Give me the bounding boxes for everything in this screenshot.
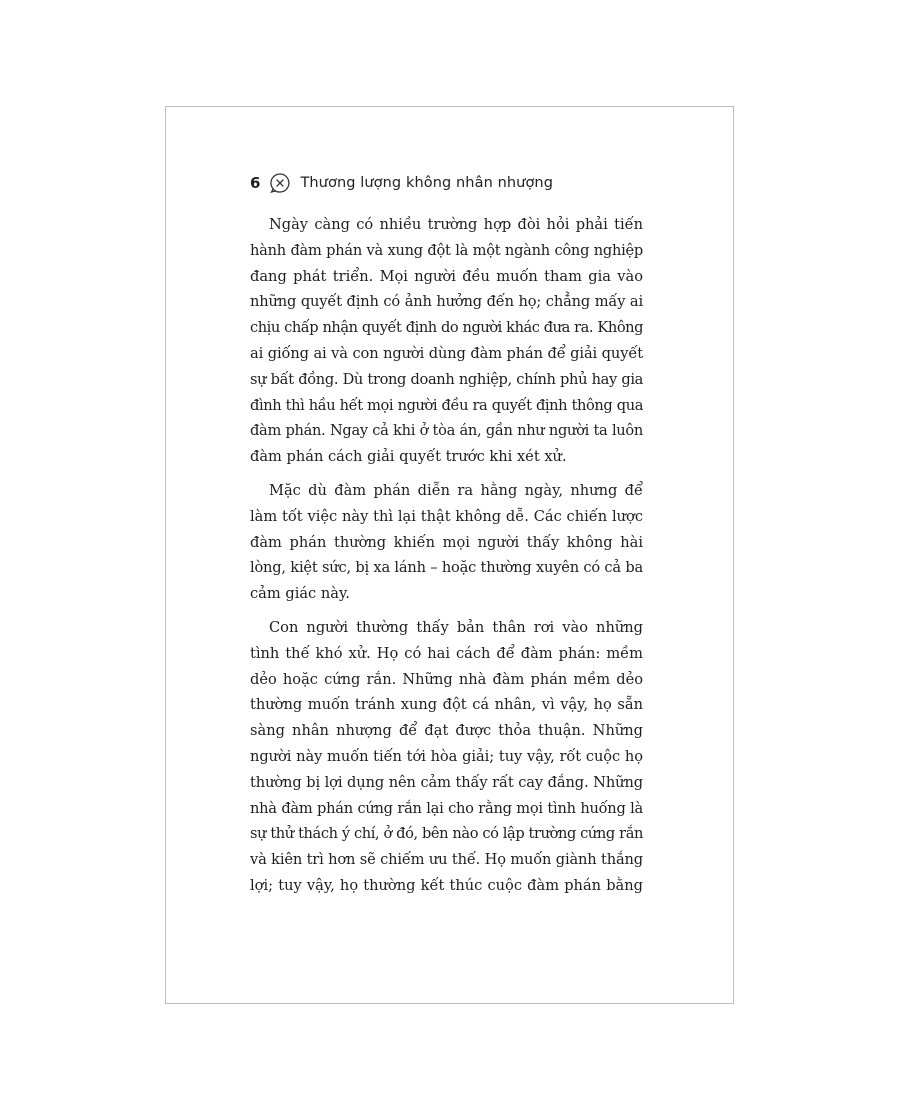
text-line: đàm phán cách giải quyết trước khi xét xử. [250,448,567,466]
text-line: sự thử thách ý chí, ở đó, bên nào có lập trường cứng rắn [250,825,643,843]
paragraph-2 [250,478,643,607]
circle-x-icon [269,172,291,194]
text-line: người này muốn tiến tới hòa giải; tuy vậy, rốt cuộc họ [250,747,643,765]
book-title: Thương lượng không nhân nhượng [300,175,554,191]
text-line: thường muốn tránh xung đột cá nhân, vì vậy, họ sẵn [250,696,643,714]
text-line: lợi; tuy vậy, họ thường kết thúc cuộc đàm phán bằng [250,876,643,894]
text-line: đang phát triển. Mọi người đều muốn tham gia vào [250,267,643,285]
text-line: sự bất đồng. Dù trong doanh nghiệp, chính phủ hay gia [250,370,643,388]
text-line: tình thế khó xử. Họ có hai cách để đàm phán: mềm [250,644,643,662]
text-line: Con người thường thấy bản thân rơi vào những [269,618,643,636]
page-number: 6 [250,174,261,192]
text-line: sàng nhân nhượng để đạt được thỏa thuận. Những [250,722,643,740]
text-line: dẻo hoặc cứng rắn. Những nhà đàm phán mềm dẻo [250,670,643,688]
text-line: thường bị lợi dụng nên cảm thấy rất cay đắng. Những [250,773,643,791]
text-line: Mặc dù đàm phán diễn ra hằng ngày, nhưng để [269,481,643,499]
running-header [250,170,553,196]
body-text [250,212,643,907]
text-line: ai giống ai và con người dùng đàm phán để giải quyết [250,344,643,362]
text-line: chịu chấp nhận quyết định do người khác đưa ra. Không [250,319,643,337]
text-line: những quyết định có ảnh hưởng đến họ; chẳng mấy ai [250,293,643,311]
text-line: làm tốt việc này thì lại thật không dễ. Các chiến lược [250,507,643,525]
paragraph-3 [250,615,643,899]
text-line: hành đàm phán và xung đột là một ngành công nghiệp [250,241,643,259]
paragraph-1 [250,212,643,470]
text-line: đàm phán. Ngay cả khi ở tòa án, gần như người ta luôn [250,422,643,440]
text-line: nhà đàm phán cứng rắn lại cho rằng mọi tình huống là [250,799,643,817]
text-line: đàm phán thường khiến mọi người thấy không hài [250,533,643,551]
text-line: lòng, kiệt sức, bị xa lánh – hoặc thường xuyên có cả ba [250,559,643,577]
text-line: cảm giác này. [250,585,350,603]
text-line: và kiên trì hơn sẽ chiếm ưu thế. Họ muốn giành thắng [250,851,643,869]
text-line: đình thì hầu hết mọi người đều ra quyết định thông qua [250,396,643,414]
text-line: Ngày càng có nhiều trường hợp đòi hỏi phải tiến [269,216,643,233]
